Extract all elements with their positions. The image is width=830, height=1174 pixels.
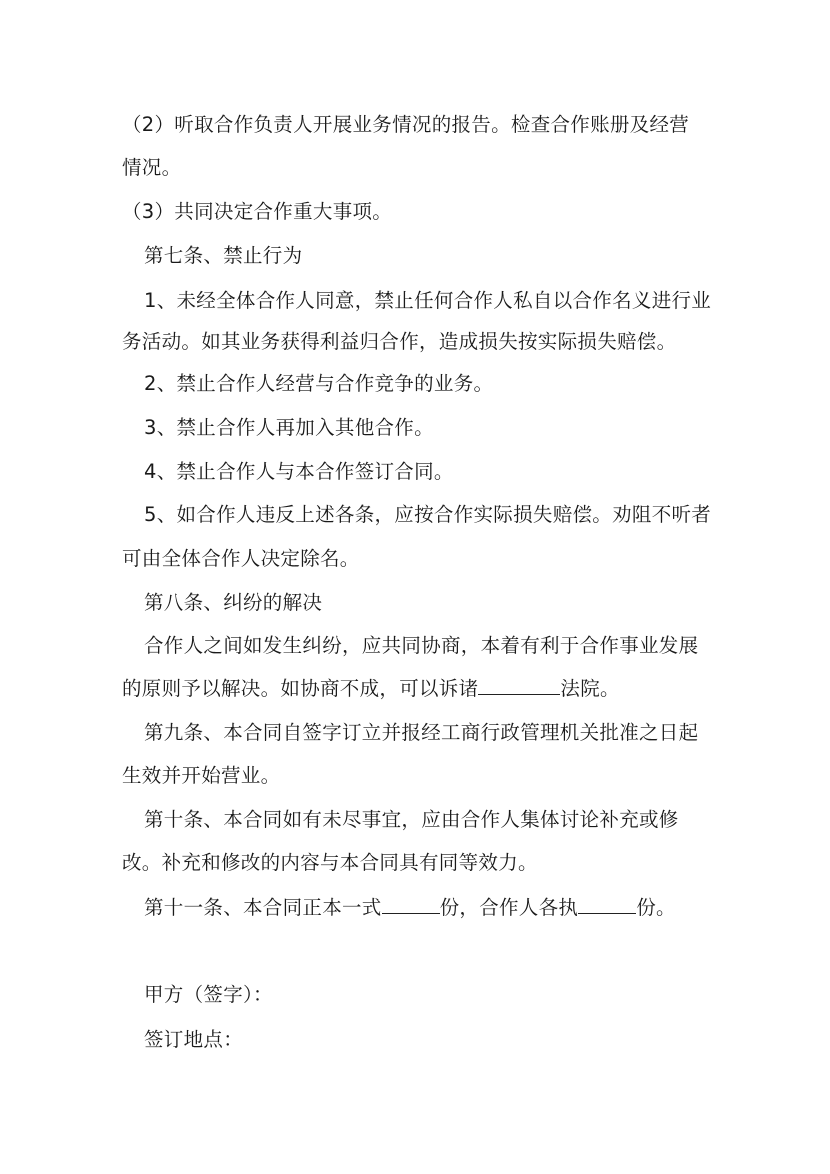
paragraph-line: 情况。	[122, 156, 182, 179]
paragraph-line: 改。补充和修改的内容与本合同具有同等效力。	[122, 851, 538, 874]
paragraph-line: 生效并开始营业。	[122, 764, 281, 787]
copies-line	[144, 895, 676, 921]
paragraph-line: 合作人之间如发生纠纷，应共同协商，本着有利于合作事业发展	[144, 634, 699, 657]
article-heading: 第八条、纠纷的解决	[144, 591, 323, 614]
court-text: 的原则予以解决。如协商不成，可以诉诸	[122, 677, 479, 700]
signing-place-label: 签订地点：	[144, 1028, 244, 1051]
paragraph-line: 1、未经全体合作人同意，禁止任何合作人私自以合作名义进行业	[144, 289, 712, 312]
court-text-after: 法院。	[560, 677, 620, 700]
copies-blank-each	[578, 895, 636, 914]
paragraph-line: （2）听取合作负责人开展业务情况的报告。检查合作账册及经营	[122, 113, 690, 136]
copies-text-1: 第十一条、本合同正本一式	[144, 896, 382, 919]
paragraph-line: 3、禁止合作人再加入其他合作。	[144, 416, 434, 439]
article-heading: 第七条、禁止行为	[144, 244, 303, 267]
paragraph-line: 5、如合作人违反上述各条，应按合作实际损失赔偿。劝阻不听者	[144, 503, 712, 526]
party-a-signature-label: 甲方（签字）：	[144, 983, 273, 1006]
paragraph-line: （3）共同决定合作重大事项。	[122, 200, 393, 223]
copies-text-2: 份，合作人各执	[439, 896, 579, 919]
paragraph-line: 第九条、本合同自签字订立并报经工商行政管理机关批准之日起	[144, 721, 699, 744]
copies-blank-total	[382, 895, 440, 914]
paragraph-line: 2、禁止合作人经营与合作竞争的业务。	[144, 372, 494, 395]
paragraph-line: 可由全体合作人决定除名。	[122, 547, 360, 570]
paragraph-line: 第十条、本合同如有未尽事宜，应由合作人集体讨论补充或修	[144, 808, 679, 831]
copies-text-3: 份。	[636, 896, 676, 919]
paragraph-line: 4、禁止合作人与本合作签订合同。	[144, 460, 454, 483]
court-line	[122, 676, 620, 702]
court-blank	[478, 676, 560, 695]
paragraph-line: 务活动。如其业务获得利益归合作，造成损失按实际损失赔偿。	[122, 330, 677, 353]
